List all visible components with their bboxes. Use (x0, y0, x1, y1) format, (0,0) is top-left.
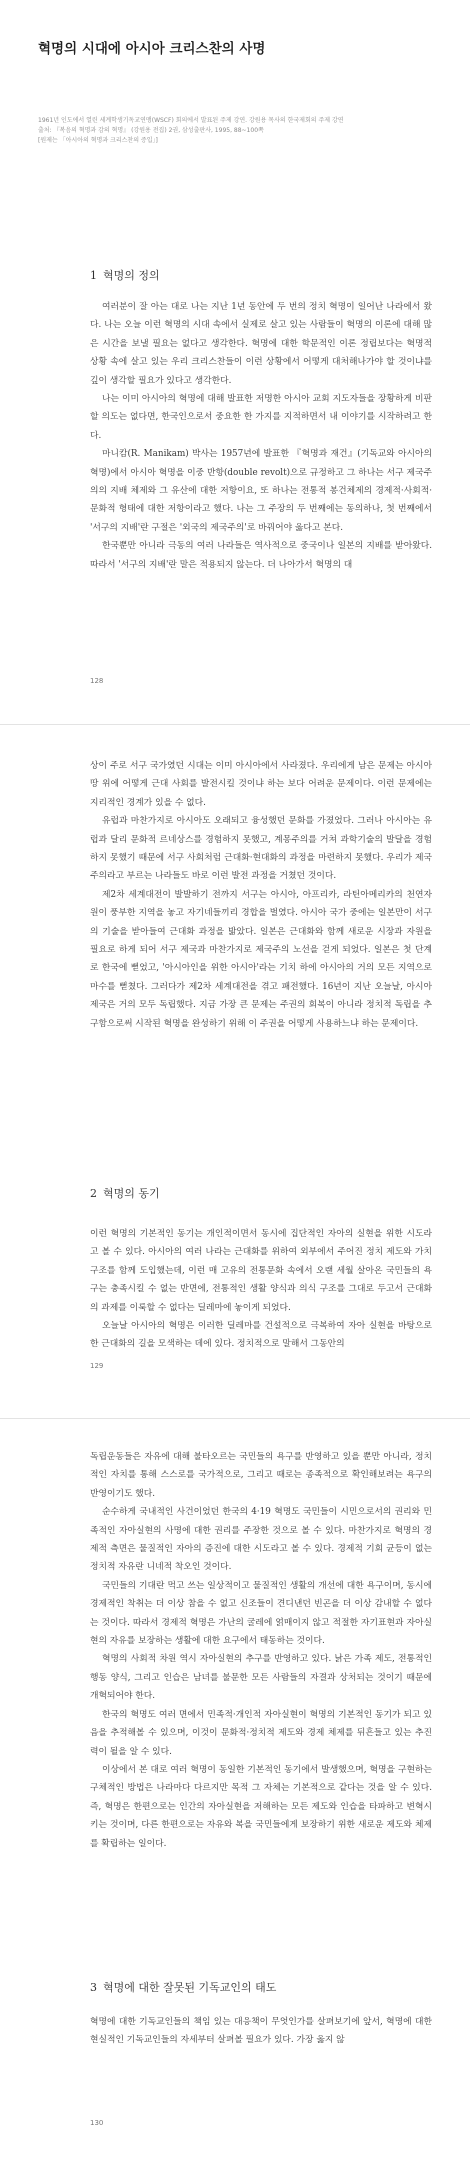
paragraph: 제2차 세계대전이 발발하기 전까지 서구는 아시아, 아프리카, 라틴아메리카의 천연자원이 풍부한 지역을 놓고 자기네들끼리 경합을 벌였다. 아시아 국가 중에는 일본만이 서구의 기술을 받아들여 근대화 과정을 밟았다. 일본은 근대화와 함께 새로운 시장과 자원을 필요로 하게 되어 서구 제국과 마찬가지로 제국주의 노선을 걷게 되었다. 일본은 첫 단계로 한국에 뻗었고, '아시아인을 위한 아시아'라는 기치 하에 아시아의 거의 모든 지역으로 마수를 뻗쳤다. 그러다가 제2차 세계대전을 겪고 패전했다. 16년이 지난 오늘날, 아시아 제국은 거의 모두 독립했다. 지금 가장 큰 문제는 주권의 회복이 아니라 정치적 독립을 추구함으로써 시작된 혁명을 완성하기 위해 이 주권을 어떻게 사용하느냐 하는 문제이다. (90, 889, 432, 1029)
section-number: 2 (90, 1187, 97, 1200)
source-line: [원제는 「아시아의 혁명과 크리스찬의 증입」] (38, 137, 158, 144)
source-line: 출처: 『복음의 혁명과 감의 혁명』 (강원용 전집) 2권, 삼성출판사, 1995, 88~100쪽 (38, 127, 264, 134)
paragraph: 한국뿐만 아니라 극동의 여러 나라들은 역사적으로 중국이나 일본의 지배를 받아왔다. 따라서 '서구의 지배'란 말은 적용되지 않는다. 더 나아가서 혁명의 대 (90, 541, 432, 570)
paragraph: 상이 주로 서구 국가였던 시대는 이미 아시아에서 사라졌다. 우리에게 남은 문제는 아시아 땅 위에 어떻게 근대 사회를 발전시킬 것이냐 하는 보다 어려운 문제이다. 이런 문제에는 지리적인 경계가 있을 수 없다. (90, 761, 432, 808)
source-line: 1961년 인도에서 열린 세계학생기독교연맹(WSCF) 회의에서 발표된 주제 강연. 강원용 목사의 한국제회의 주제 강연 (38, 117, 344, 124)
paragraph: 혁명의 사회적 차원 역시 자아실현의 추구를 반영하고 있다. 낡은 가족 제도, 전통적인 행동 양식, 그리고 인습은 남녀를 불문한 모든 사람들의 자결과 상처되는 것이기 때문에 개혁되어야 한다. (90, 1654, 432, 1702)
page-130-body-2 (90, 2013, 432, 2050)
page-130-body (90, 1448, 432, 1853)
section-number: 3 (90, 1981, 97, 1994)
paragraph: 순수하게 국내적인 사건이었던 한국의 4·19 혁명도 국민들이 시민으로서의 권리와 민족적인 자아실현의 사명에 대한 권리를 주장한 것으로 볼 수 있다. 마찬가지로 혁명의 경제적 측면은 물질적인 자아의 증진에 대한 시도라고 볼 수 있다. 경제적 기회 균등이 없는 정치적 자유란 니네적 착오인 것이다. (90, 1507, 432, 1573)
section-number: 1 (90, 269, 97, 282)
section-title: 혁명의 동기 (103, 1187, 160, 1200)
section-heading-3 (90, 1979, 276, 1995)
paragraph: 오늘날 아시아의 혁명은 이러한 딜레마를 건설적으로 극복하여 자아 실현을 바탕으로 한 근대화의 길을 모색하는 데에 있다. 정치적으로 말해서 그동안의 (90, 1321, 432, 1350)
source-note (38, 116, 438, 146)
page-128-body (90, 298, 432, 574)
page-129-body (90, 757, 432, 1033)
section-title: 혁명에 대한 잘못된 기독교인의 태도 (103, 1981, 277, 1994)
page-divider (0, 1418, 470, 1419)
paragraph: 한국의 혁명도 여러 면에서 민족적·개인적 자아실현이 혁명의 기본적인 동기가 되고 있음을 추적해볼 수 있으며, 이것이 문화적·정치적 제도와 경제 체제를 뒤흔들고 있는 추진력이 될을 알 수 있다. (90, 1709, 432, 1757)
paragraph: 독립운동들은 자유에 대해 불타오르는 국민들의 욕구를 반영하고 있을 뿐만 아니라, 정치적인 자치를 통해 스스로를 국가적으로, 그리고 때로는 종족적으로 확인해보려는 욕구의 반영이기도 했다. (90, 1452, 432, 1499)
page-number: 129 (90, 1362, 104, 1370)
section-heading-2 (90, 1185, 160, 1201)
document-title: 혁명의 시대에 아시아 크리스찬의 사명 (38, 41, 266, 57)
page-129-body-2 (90, 1225, 432, 1354)
paragraph: 이런 혁명의 기본적인 동기는 개인적이면서 동시에 집단적인 자아의 실현을 위한 시도라고 볼 수 있다. 아시아의 여러 나라는 근대화를 위하여 외부에서 주어진 정치 제도와 가치 구조를 함께 도입했는데, 이런 매 고유의 전통문화 속에서 오랜 세월 살아온 국민들의 욕구는 충족시킬 수 없는 반면에, 전통적인 생활 양식과 의식 구조를 그대로 두고서 근대화의 과제를 이룩할 수 없다는 딜레마에 놓이게 되었다. (90, 1229, 432, 1313)
paragraph: 마니캄(R. Manikam) 박사는 1957년에 발표한 『혁명과 재건』(기독교와 아시아의 혁명)에서 아시아 혁명을 이중 반항(double revolt)으로 규정하고 그 하나는 서구 제국주의의 지배 체제와 그 유산에 대한 저항이요, 또 하나는 전통적 봉건체제의 경제적·사회적·문화적 형태에 대한 저항이라고 했다. 나는 그 주장의 두 번째에는 동의하나, 첫 번째에서 '서구의 지배'란 구절은 '외국의 제국주의'로 바꿔어야 옳다고 본다. (90, 449, 432, 533)
paragraph: 국민들의 기대란 먹고 쓰는 일상적이고 물질적인 생활의 개선에 대한 욕구이며, 동시에 경제적인 착취는 더 이상 참을 수 없고 신조들이 견디낸던 빈곤을 더 이상 감내할 수 없다는 것이다. 따라서 경제적 혁명은 가난의 굴레에 얽매이지 않고 적절한 자기표현과 자아실현의 자유를 보장하는 생활에 대한 요구에서 태동하는 것이다. (90, 1580, 432, 1647)
paragraph: 유럽과 마찬가지로 아시아도 오래되고 융성했던 문화를 가졌었다. 그러나 아시아는 유럽과 달리 문화적 르네상스를 경험하지 못했고, 계몽주의를 거쳐 과학기술의 발달을 경험하지 못했기 때문에 서구 사회처럼 근대화·현대화의 과정을 마련하지 못했다. 우리가 제국주의라고 부르는 나라들도 바로 이런 발전 과정을 거쳤던 것이다. (90, 816, 432, 882)
section-heading-1 (90, 267, 160, 283)
page-divider (0, 724, 470, 725)
paragraph: 나는 이미 아시아의 혁명에 대해 발표한 저명한 아시아 교회 지도자들을 장황하게 비판할 의도는 없다면, 한국인으로서 중요한 한 가지를 지적하면서 내 이야기를 시작하려고 한다. (90, 394, 432, 441)
paragraph: 여러분이 잘 아는 대로 나는 지난 1년 동안에 두 번의 정치 혁명이 일어난 나라에서 왔다. 나는 오늘 이런 혁명의 시대 속에서 실제로 살고 있는 사람들이 혁명의 이론에 대해 많은 시간을 보낼 필요는 없다고 생각한다. 혁명에 대한 학문적인 이론 정립보다는 혁명적 상황 속에 살고 있는 우리 크리스찬들이 이런 상황에서 어떻게 대처해나가야 할 것이냐를 깊이 생각할 필요가 있다고 생각한다. (90, 302, 432, 386)
page-number: 128 (90, 677, 104, 685)
section-title: 혁명의 정의 (103, 269, 160, 282)
page-number: 130 (90, 2119, 104, 2127)
paragraph: 이상에서 본 대로 여러 혁명이 동일한 기본적인 동기에서 발생했으며, 혁명을 구현하는 구체적인 방법은 나라마다 다르지만 목적 그 자체는 기본적으로 같다는 것을 알 수 있다. 즉, 혁명은 한편으로는 인간의 자아실현을 저해하는 모든 제도와 인습을 타파하고 변혁시키는 것이며, 다른 한편으로는 자유와 복을 국민들에게 보장하기 위한 새로운 제도와 체제를 확립하는 일이다. (90, 1764, 432, 1849)
paragraph: 혁명에 대한 기독교인들의 책임 있는 대응책이 무엇인가를 살펴보기에 앞서, 혁명에 대한 현실적인 기독교인들의 자세부터 살펴볼 필요가 있다. 가장 옳지 않 (90, 2017, 432, 2046)
